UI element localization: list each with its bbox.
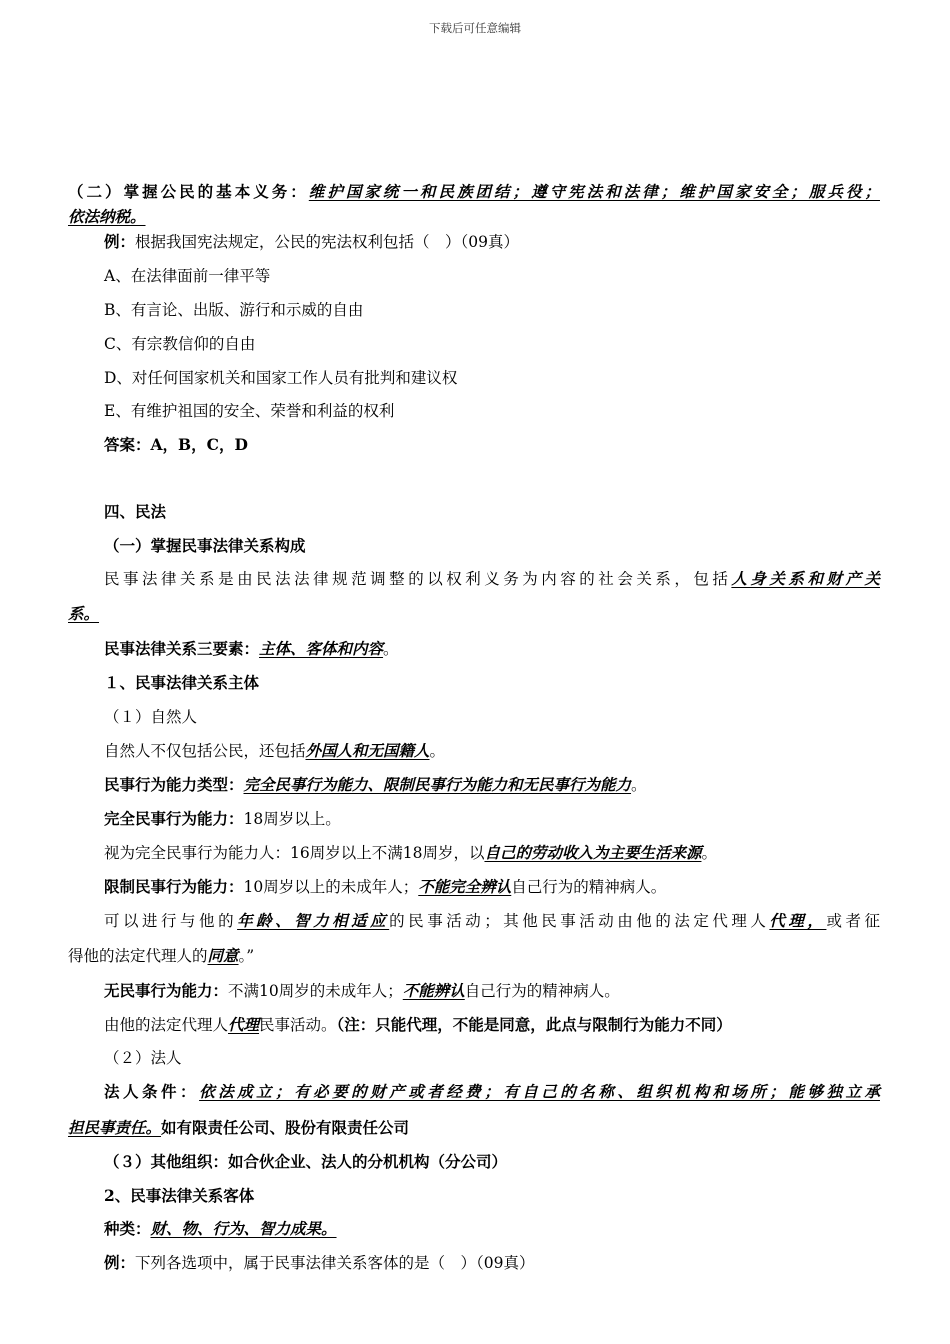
- paragraph-relation-cont: 系。: [68, 604, 100, 623]
- capacity-types: 民事行为能力类型：完全民事行为能力、限制民事行为能力和无民事行为能力。: [104, 775, 647, 794]
- option-c: C、有宗教信仰的自由: [104, 335, 256, 353]
- example-2-question: 例：下列各选项中，属于民事法律关系客体的是（ ）（09真）: [104, 1253, 535, 1272]
- limited-activities-cont: 得他的法定代理人的同意。”: [68, 946, 255, 965]
- other-organizations: （３）其他组织：如合伙企业、法人的分机机构（分公司）: [104, 1152, 508, 1171]
- object-kinds: 种类：财、物、行为、智力成果。: [104, 1219, 337, 1238]
- heading-natural-person: （１）自然人: [104, 708, 198, 726]
- option-a: A、在法律面前一律平等: [104, 267, 271, 285]
- option-e: E、有维护祖国的安全、荣誉和利益的权利: [104, 402, 395, 420]
- legal-person-conditions-cont: 担民事责任。如有限责任公司、股份有限责任公司: [68, 1118, 410, 1137]
- page-header: 下载后可任意编辑: [429, 21, 521, 35]
- full-capacity: 完全民事行为能力：18周岁以上。: [104, 809, 341, 828]
- deemed-full-capacity: 视为完全民事行为能力人：16周岁以上不满18周岁，以自己的劳动收入为主要生活来源。: [104, 843, 717, 862]
- heading-legal-person: （２）法人: [104, 1049, 182, 1067]
- option-d: D、对任何国家机关和国家工作人员有批判和建议权: [104, 369, 458, 387]
- example-1-answer: 答案：A，B，C，D: [104, 435, 248, 454]
- section-title-civil-law: 四、民法: [104, 502, 167, 521]
- heading-subject: １、民事法律关系主体: [104, 673, 260, 692]
- three-elements: 民事法律关系三要素：主体、客体和内容。: [104, 639, 399, 658]
- heading-object: 2、民事法律关系客体: [104, 1186, 255, 1205]
- limited-capacity: 限制民事行为能力：10周岁以上的未成年人；不能完全辨认自己行为的精神病人。: [104, 877, 667, 896]
- option-b: B、有言论、出版、游行和示威的自由: [104, 301, 364, 319]
- duties-line-2: 依法纳税。: [68, 207, 146, 226]
- limited-activities: 可以进行与他的年龄、智力相适应的民事活动；其他民事活动由他的法定代理人代理，或者征: [104, 911, 880, 930]
- paragraph-relation: 民事法律关系是由民法法律规范调整的以权利义务为内容的社会关系，包括人身关系和财产关: [104, 569, 880, 588]
- agent-note: 由他的法定代理人代理民事活动。（注：只能代理，不能是同意，此点与限制行为能力不同）: [104, 1015, 732, 1034]
- no-capacity: 无民事行为能力：不满10周岁的未成年人；不能辨认自己行为的精神病人。: [104, 981, 620, 1000]
- subsection-title: （一）掌握民事法律关系构成: [104, 536, 306, 555]
- duties-line-1: （二）掌握公民的基本义务：维护国家统一和民族团结；遵守宪法和法律；维护国家安全；服兵役；: [68, 182, 880, 201]
- legal-person-conditions: 法人条件：依法成立；有必要的财产或者经费；有自己的名称、组织机构和场所；能够独立承: [104, 1082, 880, 1101]
- example-1-question: 例：根据我国宪法规定，公民的宪法权利包括（ ）（09真）: [104, 232, 519, 251]
- natural-person-text: 自然人不仅包括公民，还包括外国人和无国籍人。: [104, 741, 446, 760]
